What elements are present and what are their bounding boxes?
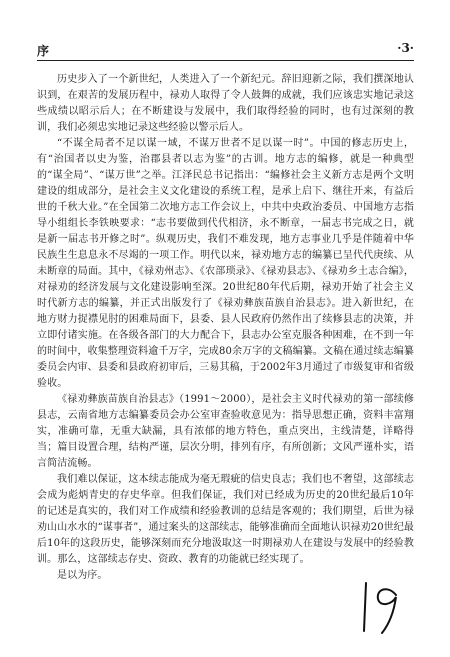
page-number: ·3· [397,41,414,55]
paragraph: 是以为序。 [57,570,108,581]
preface-body [37,72,414,584]
handwritten-page-mark [358,577,406,635]
paragraph: 我们难以保证，这本续志能成为毫无瑕疵的信史良志；我们也不奢望，这部续志会成为彪炳青史的存史华章。但我们保证，我们对已经成为历史的20世纪最后10年的记述是真实的，我们对工作成绩和经验教训的总结是客观的；我们期望，后世为禄劝山山水水的“谋事者”，通过案头的这部续志，能够准确而全面地认识禄劝20世纪最后10年的这段历史，能够深刻而充分地汲取这一时期禄劝人在建设与发展中的经验教训。那么，这部续志存史、资政、教育的功能就已经实现了。 [37,474,414,565]
running-header [37,40,414,61]
paragraph: “不谋全局者不足以谋一域，不谋万世者不足以谋一时”。中国的修志历史上，有“治国者以史为鉴，治郡县者以志为鉴”的古训。地方志的编修，就是一种典型的“谋全局”、“谋万世”之举。江泽民总书记指出：“编修社会主义新方志是两个文明建设的组成部分，是社会主义文化建设的系统工程，是承上启下、继往开来，有益后世的千秋大业。”在全国第二次地方志工作会议上，中共中央政治委员、中国地方志指导小组组长李铁映要求：“志书要做到代代相济，永不断章，一届志书完成之日，就是新一届志书开修之时”。纵观历史，我们不难发现，地方志事业几乎是伴随着中华民族生生息息永不尽竭的一项工作。明代以来，禄劝地方志的编纂已呈代代庚续、从未断章的局面。其中，《禄劝州志》、《农部琐录》、《禄劝县志》、《禄劝乡土志合编》，对禄劝的经济发展与文化建设影响至深。20世纪80年代后期，禄劝开始了社会主义时代新方志的编纂，并正式出版发行了《禄劝彝族苗族自治县志》。进入新世纪，在地方财力捉襟见肘的困难局面下，县委、县人民政府仍然作出了续修县志的决策，并立即付诸实施。在各级各部门的大力配合下，县志办公室克服各种困难，在不到一年的时间中，收集整理资料逾千万字，完成80余万字的文稿编纂。文稿在通过续志编纂委员会内审、县委和县政府初审后，三易其稿，于2002年3月通过了市级复审和省级验收。 [37,138,414,389]
paragraph: 《禄劝彝族苗族自治县志》（1991～2000），是社会主义时代禄劝的第一部续修县志，云南省地方志编纂委员会办公室审查验收意见为：指导思想正确，资料丰富翔实，准确可靠，无重大缺漏，具有浓郁的地方特色，重点突出，主线清楚，详略得当；篇目设置合理，结构严谨，层次分明，排列有序，有所创新；文风严谨朴实，语言简洁流畅。 [37,394,414,469]
header-title: 序 [37,44,50,58]
paragraph: 历史步入了一个新世纪，人类进入了一个新纪元。辞旧迎新之际，我们撰深地认识到，在艰苦的发展历程中，禄劝人取得了令人鼓舞的成就，我们应该忠实地记录这些成绩以昭示后人；在不断建设与发展中，我们取得经验的同时，也有过深刻的教训，我们必须忠实地记录这些经验以警示后人。 [37,74,414,133]
